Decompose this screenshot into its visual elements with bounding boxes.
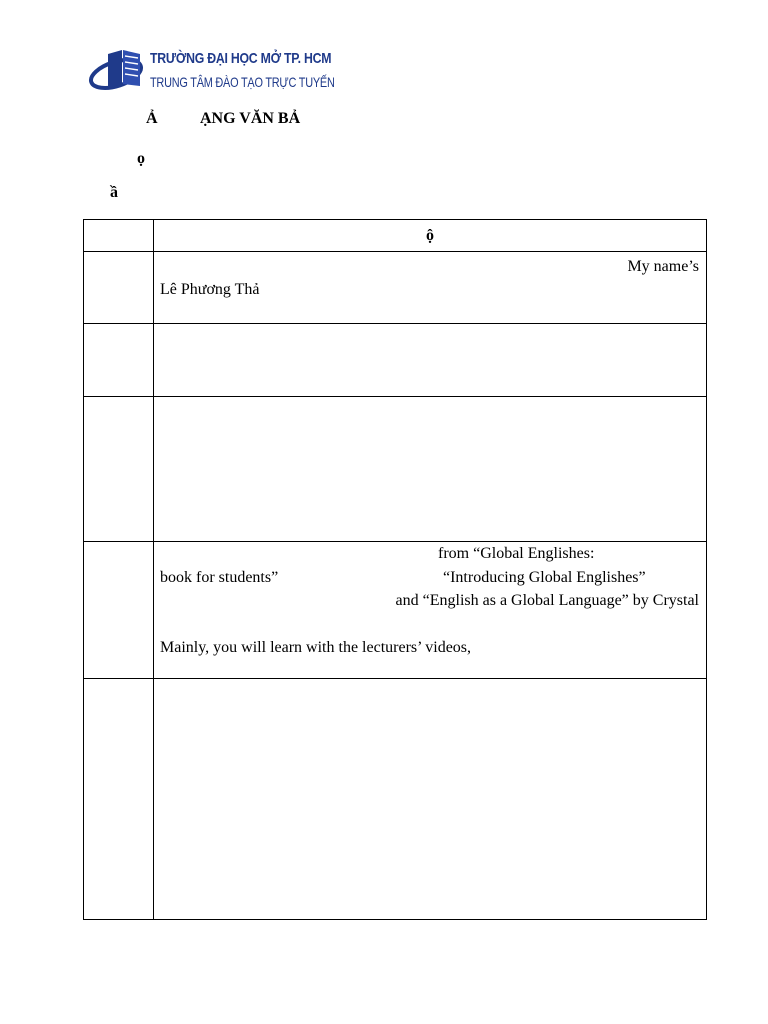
university-logo	[88, 44, 335, 98]
table-cell	[154, 324, 707, 397]
table-cell	[154, 679, 707, 920]
table-cell	[84, 324, 154, 397]
table-cell	[84, 542, 154, 679]
table-row	[84, 542, 707, 679]
logo-center-name: TRUNG TÂM ĐÀO TẠO TRỰC TUYẾN	[150, 74, 335, 90]
document-title-part-b: ẠNG VĂN BẢ	[200, 110, 301, 127]
subtitle-line: ọ	[137, 150, 145, 167]
row4-text-line4: Mainly, you will learn with the lecturers’ videos,	[160, 639, 472, 656]
table-cell	[154, 252, 707, 324]
table-cell	[154, 542, 707, 679]
content-table	[83, 219, 707, 920]
table-cell	[84, 252, 154, 324]
row1-text-line2: Lê Phương Thả	[160, 281, 260, 298]
intro-line: ầ	[110, 184, 118, 201]
document-title-part-a: Ả	[146, 110, 158, 127]
table-row	[84, 397, 707, 542]
table-header-label: ộ	[426, 227, 434, 244]
table-cell	[84, 397, 154, 542]
table-header-row	[84, 220, 707, 252]
row4-text-line1: from “Global Englishes:	[438, 545, 595, 562]
table-cell	[84, 679, 154, 920]
table-row	[84, 252, 707, 324]
row4-text-line2a: book for students”	[160, 569, 279, 586]
row4-text-line2b: “Introducing Global Englishes”	[443, 569, 646, 586]
table-cell	[154, 220, 707, 252]
row1-text-line1: My name’s	[627, 258, 699, 275]
table-cell	[84, 220, 154, 252]
logo-university-name: TRƯỜNG ĐẠI HỌC MỞ TP. HCM	[150, 50, 332, 67]
table-row	[84, 679, 707, 920]
row4-text-line3: and “English as a Global Language” by Crystal	[395, 592, 699, 609]
book-globe-logo-icon	[88, 44, 148, 98]
table-cell	[154, 397, 707, 542]
table-row	[84, 324, 707, 397]
